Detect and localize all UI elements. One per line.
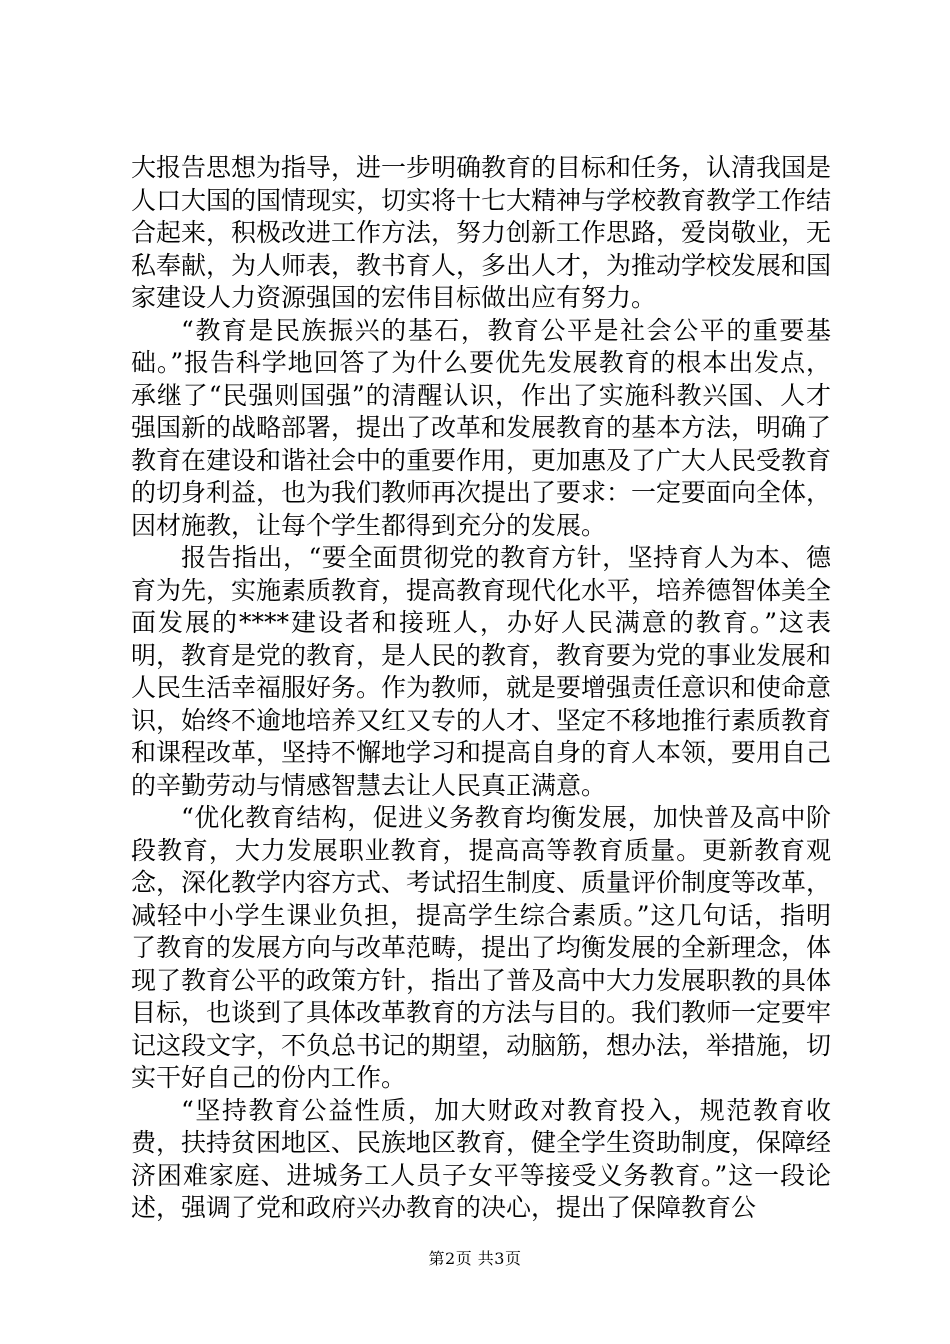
document-body	[131, 152, 831, 1225]
paragraph: “教育是民族振兴的基石，教育公平是社会公平的重要基础。”报告科学地回答了为什么要优先发展教育的根本出发点，承继了“民强则国强”的清醒认识，作出了实施科教兴国、人才强国新的战略部署，提出了改革和发展教育的基本方法，明确了教育在建设和谐社会中的重要作用，更加惠及了广大人民受教育的切身利益，也为我们教师再次提出了要求：一定要面向全体，因材施教，让每个学生都得到充分的发展。	[131, 315, 832, 540]
paragraph: “优化教育结构，促进义务教育均衡发展，加快普及高中阶段教育，大力发展职业教育，提高高等教育质量。更新教育观念，深化教学内容方式、考试招生制度、质量评价制度等改革，减轻中小学生课业负担，提高学生综合素质。”这几句话，指明了教育的发展方向与改革范畴，提出了均衡发展的全新理念，体现了教育公平的政策方针，指出了普及高中大力发展职教的具体目标，也谈到了具体改革教育的方法与目的。我们教师一定要牢记这段文字，不负总书记的期望，动脑筋，想办法，举措施，切实干好自己的份内工作。	[131, 803, 832, 1092]
paragraph-continuation: 大报告思想为指导，进一步明确教育的目标和任务，认清我国是人口大国的国情现实，切实将十七大精神与学校教育教学工作结合起来，积极改进工作方法，努力创新工作思路，爱岗敬业，无私奉献，为人师表，教书育人，多出人才，为推动学校发展和国家建设人力资源强国的宏伟目标做出应有努力。	[131, 153, 832, 312]
paragraph: “坚持教育公益性质，加大财政对教育投入，规范教育收费，扶持贫困地区、民族地区教育，健全学生资助制度，保障经济困难家庭、进城务工人员子女平等接受义务教育。”这一段论述，强调了党和政府兴办教育的决心，提出了保障教育公	[131, 1095, 832, 1222]
paragraph: 报告指出，“要全面贯彻党的教育方针，坚持育人为本、德育为先，实施素质教育，提高教育现代化水平，培养德智体美全面发展的****建设者和接班人，办好人民满意的教育。”这表明，教育是党的教育，是人民的教育，教育要为党的事业发展和人民生活幸福服好务。作为教师，就是要增强责任意识和使命意识，始终不逾地培养又红又专的人才、坚定不移地推行素质教育和课程改革，坚持不懈地学习和提高自身的育人本领，要用自己的辛勤劳动与情感智慧去让人民真正满意。	[131, 543, 832, 800]
page-number-footer: 第2页 共3页	[428, 1249, 522, 1268]
